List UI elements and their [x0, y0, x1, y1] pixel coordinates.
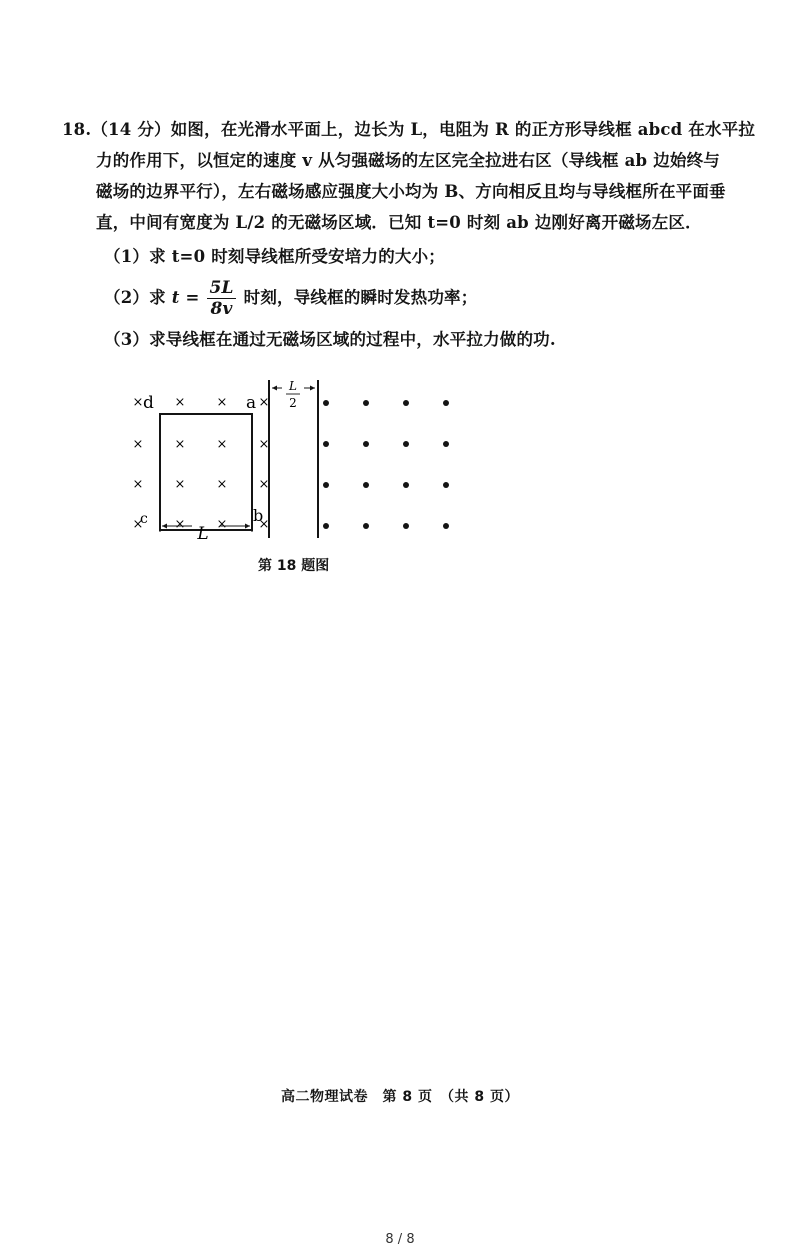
field-dot-mark — [363, 400, 369, 406]
magnetic-field-figure — [120, 370, 480, 550]
sub-question-2 — [104, 278, 477, 330]
field-cross-mark: × — [132, 437, 144, 452]
question-stem-1: 如图，在光滑水平面上，边长为 L，电阻为 R 的正方形导线框 abcd 在水平拉 — [170, 120, 756, 139]
field-cross-mark: × — [132, 477, 144, 492]
field-dot-mark — [323, 523, 329, 529]
sub-question-1: （1）求 t=0 时刻导线框所受安培力的大小； — [104, 247, 445, 266]
field-dot-mark — [443, 400, 449, 406]
field-dot-mark — [403, 523, 409, 529]
right-field-dots — [323, 400, 449, 529]
field-cross-mark: × — [216, 395, 228, 410]
field-cross-mark: × — [258, 517, 270, 532]
vertex-label-d: d — [143, 393, 154, 413]
field-dot-mark — [323, 482, 329, 488]
page-counter: 8 / 8 — [385, 1232, 415, 1247]
sub-question-3: （3）求导线框在通过无磁场区域的过程中，水平拉力做的功. — [104, 330, 556, 349]
field-dot-mark — [363, 441, 369, 447]
fraction-numerator: 5L — [209, 278, 234, 298]
field-cross-mark: × — [258, 477, 270, 492]
field-cross-mark: × — [216, 477, 228, 492]
question-stem-4: 直，中间有宽度为 L/2 的无磁场区域．已知 t=0 时刻 ab 边刚好离开磁场左区． — [96, 213, 702, 232]
length-arrowhead-left — [162, 524, 167, 529]
question-stem-3: 磁场的边界平行），左右磁场感应强度大小均为 B、方向相反且均与导线框所在平面垂 — [96, 182, 726, 201]
field-dot-mark — [443, 441, 449, 447]
page-footer: 高二物理试卷 第 8 页 （共 8 页） — [281, 1089, 519, 1105]
question-line-1 — [62, 119, 755, 141]
fraction-denominator: 8v — [210, 299, 233, 319]
field-dot-mark — [443, 523, 449, 529]
vertex-label-a: a — [246, 393, 257, 413]
field-cross-mark: × — [174, 517, 186, 532]
field-cross-mark: × — [174, 477, 186, 492]
field-cross-mark: × — [174, 395, 186, 410]
vertex-label-c: c — [140, 511, 148, 527]
question-stem-2: 力的作用下，以恒定的速度 v 从匀强磁场的左区完全拉进右区（导线框 ab 边始终与 — [96, 151, 720, 170]
field-dot-mark — [363, 482, 369, 488]
figure-caption: 第 18 题图 — [258, 558, 330, 574]
half-width-numerator: L — [289, 379, 297, 393]
field-dot-mark — [403, 441, 409, 447]
time-fraction — [207, 278, 235, 319]
question-points: （14 分） — [91, 120, 171, 139]
wire-frame-square — [160, 414, 252, 530]
field-dot-mark — [323, 400, 329, 406]
half-width-arrowhead-left — [272, 386, 277, 391]
length-arrowhead-right — [245, 524, 250, 529]
field-dot-mark — [363, 523, 369, 529]
field-cross-mark: × — [216, 437, 228, 452]
field-cross-mark: × — [132, 395, 144, 410]
field-dot-mark — [323, 441, 329, 447]
left-field-crosses — [133, 395, 270, 532]
field-dot-mark — [403, 482, 409, 488]
field-cross-mark: × — [132, 517, 144, 532]
vertex-label-b: b — [253, 506, 264, 525]
field-cross-mark: × — [174, 437, 186, 452]
sub-question-2-prefix: （2）求 — [104, 288, 166, 307]
field-cross-mark: × — [258, 437, 270, 452]
half-width-denominator: 2 — [289, 396, 297, 410]
half-width-arrowhead-right — [310, 386, 315, 391]
figure-svg — [120, 370, 480, 550]
field-dot-mark — [403, 400, 409, 406]
field-cross-mark: × — [216, 517, 228, 532]
field-cross-mark: × — [258, 395, 270, 410]
sub-question-2-suffix: 时刻，导线框的瞬时发热功率； — [243, 288, 478, 307]
question-number: 18. — [62, 120, 92, 139]
field-dot-mark — [443, 482, 449, 488]
time-symbol: t = — [171, 288, 200, 307]
side-length-label: L — [197, 524, 209, 544]
